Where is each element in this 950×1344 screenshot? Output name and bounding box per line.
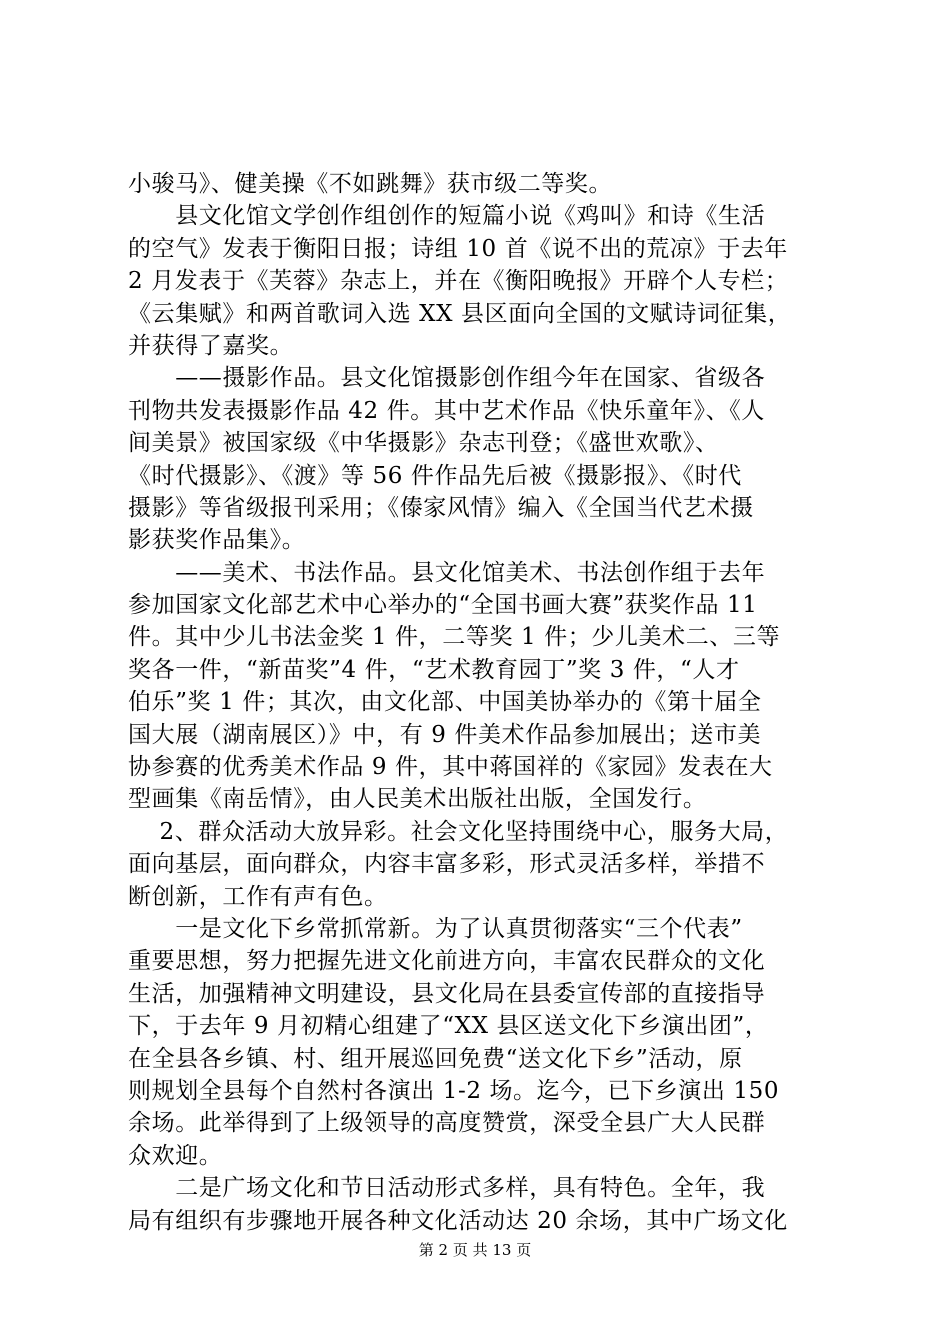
- text-line: 则规划全县每个自然村各演出 1-2 场。迄今，已下乡演出 150: [128, 1077, 780, 1104]
- text-line: 奖各一件，“新苗奖”4 件，“艺术教育园丁”奖 3 件，“人才: [128, 656, 740, 683]
- page-footer: 第 2 页 共 13 页: [418, 1241, 532, 1259]
- text-line: 《时代摄影》、《渡》等 56 件作品先后被《摄影报》、《时代: [128, 462, 742, 489]
- text-line: 刊物共发表摄影作品 42 件。其中艺术作品《快乐童年》、《人: [128, 397, 765, 424]
- text-line: 小骏马》、健美操《不如跳舞》获市级二等奖。: [128, 171, 613, 197]
- text-line: 伯乐”奖 1 件；其次，由文化部、中国美协举办的《第十届全: [128, 689, 762, 716]
- text-line: 一是文化下乡常抓常新。为了认真贯彻落实“三个代表”: [128, 915, 743, 942]
- text-line: 2 月发表于《芙蓉》杂志上，并在《衡阳晚报》开辟个人专栏；: [128, 268, 789, 295]
- text-line: 间美景》被国家级《中华摄影》杂志刊登；《盛世欢歌》、: [128, 430, 719, 457]
- text-line: 国大展（湖南展区）》中，有 9 件美术作品参加展出；送市美: [128, 721, 762, 748]
- text-line: 2、群众活动大放异彩。社会文化坚持围绕中心，服务大局，: [128, 818, 789, 845]
- text-line: 摄影》等省级报刊采用；《傣家风情》编入《全国当代艺术摄: [128, 494, 754, 521]
- text-line: ——摄影作品。县文化馆摄影创作组今年在国家、省级各: [128, 365, 766, 392]
- text-line: 余场。此举得到了上级领导的高度赞赏，深受全县广大人民群: [128, 1110, 766, 1137]
- text-line: 影获奖作品集》。: [128, 527, 306, 554]
- text-line: 县文化馆文学创作组创作的短篇小说《鸡叫》和诗《生活: [128, 203, 766, 230]
- text-line: 型画集《南岳情》，由人民美术出版社出版，全国发行。: [128, 786, 707, 813]
- text-line: ——美术、书法作品。县文化馆美术、书法创作组于去年: [128, 559, 766, 586]
- body-text: [128, 168, 828, 1237]
- text-line: 的空气》发表于衡阳日报；诗组 10 首《说不出的荒凉》于去年: [128, 235, 788, 262]
- text-line: 在全县各乡镇、村、组开展巡回免费“送文化下乡”活动，原: [128, 1045, 743, 1072]
- text-line: 件。其中少儿书法金奖 1 件，二等奖 1 件；少儿美术二、三等: [128, 624, 781, 651]
- text-line: 二是广场文化和节日活动形式多样，具有特色。全年，我: [128, 1175, 766, 1202]
- text-line: 《云集赋》和两首歌词入选 XX 县区面向全国的文赋诗词征集，: [128, 300, 792, 327]
- text-line: 参加国家文化部艺术中心举办的“全国书画大赛”获奖作品 11: [128, 592, 758, 619]
- text-line: 重要思想，努力把握先进文化前进方向，丰富农民群众的文化: [128, 948, 766, 975]
- text-line: 局有组织有步骤地开展各种文化活动达 20 余场，其中广场文化: [128, 1207, 788, 1234]
- text-line: 面向基层，面向群众，内容丰富多彩，形式灵活多样，举措不: [128, 851, 766, 878]
- text-line: 并获得了嘉奖。: [128, 332, 294, 359]
- text-line: 生活，加强精神文明建设，县文化局在县委宣传部的直接指导: [128, 980, 766, 1007]
- text-line: 众欢迎。: [128, 1142, 223, 1169]
- text-line: 协参赛的优秀美术作品 9 件，其中蒋国祥的《家园》发表在大: [128, 754, 773, 781]
- text-line: 断创新，工作有声有色。: [128, 883, 388, 910]
- text-line: 下，于去年 9 月初精心组建了“XX 县区送文化下乡演出团”，: [128, 1013, 769, 1040]
